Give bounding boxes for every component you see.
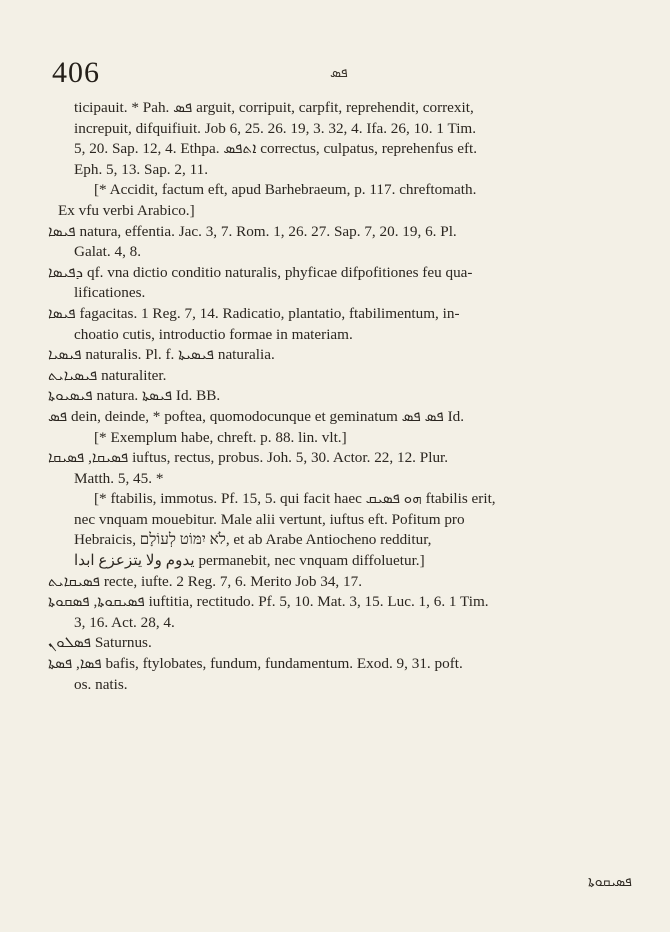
text-line: choatio cutis, introductio formae in materiam. bbox=[74, 325, 353, 343]
text-line: ܦܣ dein, deinde, * poftea, quomodocunque et geminatum ܦܣ ܦܣ Id. bbox=[48, 407, 465, 425]
text-line: [* Exemplum habe, chreft. p. 88. lin. vlt.] bbox=[94, 428, 347, 446]
text-line: ܦܣܝܩܘܬܐ, ܦܣܩܘܬܐ iuftitia, rectitudo. Pf. 5, 10. Mat. 3, 15. Luc. 1, 6. 1 Tim. bbox=[48, 593, 489, 611]
text-line: Eph. 5, 13. Sap. 2, 11. bbox=[74, 160, 209, 178]
text-line: ܦܣܝܩܐ, ܦܣܝܩܐ iuftus, rectus, probus. Joh. 5, 30. Actor. 22, 12. Plur. bbox=[48, 449, 449, 467]
text-line: increpuit, difquifiuit. Job 6, 25. 26. 19, 3. 32, 4. Ifa. 26, 10. 1 Tim. bbox=[74, 119, 477, 137]
catchword: ܦܣܝܩܘܬܐ bbox=[588, 875, 632, 890]
text-line: 5, 20. Sap. 12, 4. Ethpa. ܐܬܦܣ correctus, culpatus, reprehenfus eft. bbox=[74, 140, 478, 158]
text-line: ܦܝܣܐ natura, effentia. Jac. 3, 7. Rom. 1, 26. 27. Sap. 7, 20. 19, 6. Pl. bbox=[48, 222, 457, 240]
text-line: Hebraicis, לֹא יִמּוֹט לְעוֹלָם, et ab Arabe Antiocheno redditur, bbox=[74, 531, 432, 549]
text-line: ܦܣܝܩܐܝܬ recte, iufte. 2 Reg. 7, 6. Merito Job 34, 17. bbox=[48, 572, 363, 590]
text-line: Galat. 4, 8. bbox=[74, 243, 142, 261]
text-line: ܦܣܐ, ܦܣܬܐ bafis, ftylobates, fundum, fundamentum. Exod. 9, 31. poft. bbox=[48, 655, 463, 673]
text-line: os. natis. bbox=[74, 675, 128, 693]
text-line: ticipauit. * Pah. ܦܣ arguit, corripuit, carpfit, reprehendit, correxit, bbox=[74, 99, 474, 116]
text-line: يدوم ولا يتزعزع ابدا permanebit, nec vnquam diffoluetur.] bbox=[74, 552, 425, 570]
text-line: ܦܝܣܐ fagacitas. 1 Reg. 7, 14. Radicatio, plantatio, ftabilimentum, in- bbox=[48, 304, 460, 322]
text-line: lificationes. bbox=[74, 284, 146, 302]
running-head: ܦܣ bbox=[330, 66, 348, 81]
text-line: nec vnquam mouebitur. Male alii vertunt, iuftus eft. Pofitum pro bbox=[74, 510, 465, 528]
text-line: ܦܣܠܘܢ Saturnus. bbox=[48, 634, 152, 652]
text-line: ܦܝܣܝܐܝܬ naturaliter. bbox=[48, 366, 167, 384]
text-line: ܦܝܣܝܐ naturalis. Pl. f. ܦܝܣܝܬܐ naturalia. bbox=[48, 346, 275, 364]
text-line: Matth. 5, 45. * bbox=[74, 469, 164, 487]
text-line: ܦܝܣܝܘܬܐ natura. ܦܝܣܬܐ Id. BB. bbox=[48, 387, 221, 405]
text-line: [* ftabilis, immotus. Pf. 15, 5. qui facit haec ܗܘ ܦܣܝܩ ftabilis erit, bbox=[94, 490, 496, 508]
text-line: 3, 16. Act. 28, 4. bbox=[74, 613, 175, 631]
page-number: 406 bbox=[52, 56, 100, 89]
lexicon-text bbox=[48, 98, 656, 695]
text-line: Ex vfu verbi Arabico.] bbox=[58, 201, 195, 219]
text-line: [* Accidit, factum eft, apud Barhebraeum, p. 117. chreftomath. bbox=[94, 181, 477, 199]
text-line: ܕܦܝܣܐ qf. vna dictio conditio naturalis, phyficae difpofitiones feu qua- bbox=[48, 263, 473, 281]
